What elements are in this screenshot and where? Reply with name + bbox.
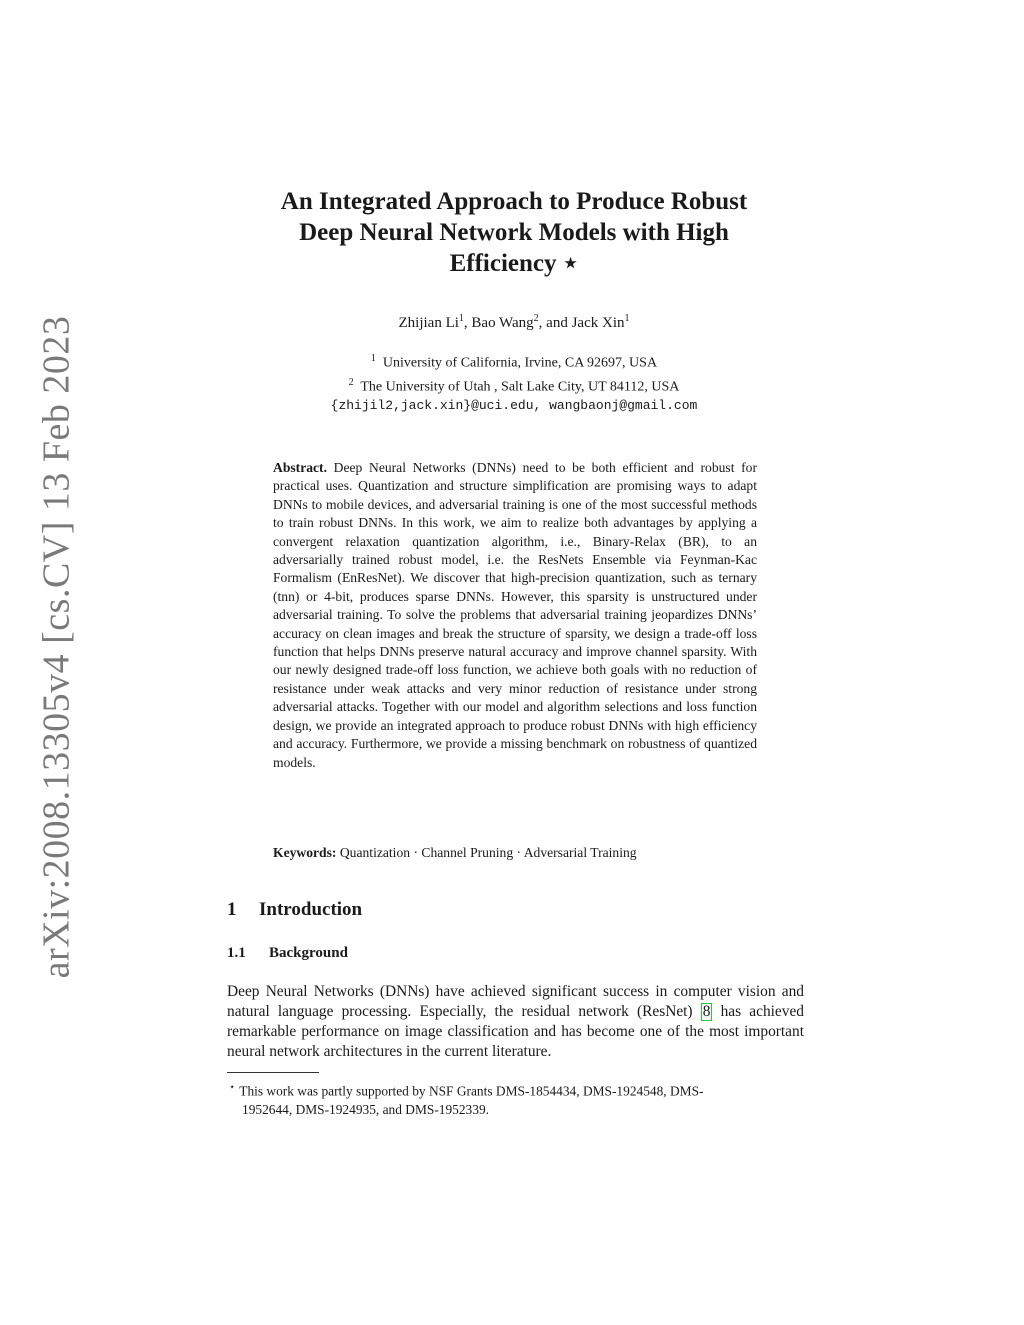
body-text-end: has achieved remarkable performance on image classification and has become one of the most important neural network architectures in the current literature. (227, 1003, 804, 1060)
author-name: Bao Wang (471, 315, 534, 331)
citation-link[interactable]: 8 (702, 1003, 711, 1020)
keywords-label: Keywords: (273, 845, 337, 860)
author-affil-mark: 1 (458, 313, 464, 324)
title-line-2: Deep Neural Network Models with High (299, 219, 729, 246)
affiliation-mark: 1 (370, 353, 376, 364)
affiliations (212, 349, 816, 415)
section-heading (227, 899, 362, 921)
keywords (273, 845, 757, 861)
email-line (212, 396, 816, 415)
section-title: Introduction (259, 899, 363, 920)
subsection-heading (227, 945, 348, 962)
affiliation-mark: 2 (348, 376, 354, 388)
footnote-line (227, 1100, 804, 1119)
affiliation-line (212, 373, 816, 397)
arxiv-identifier (28, 315, 84, 978)
affiliation-line (212, 349, 816, 373)
keywords-text: Quantization · Channel Pruning · Adversarial Training (339, 845, 637, 860)
footnote-text-1: This work was partly supported by NSF Grants DMS-1854434, DMS-1924548, DMS- (239, 1083, 704, 1099)
author-affil-mark: 1 (624, 313, 630, 324)
author-emails: {zhijil2,jack.xin}@uci.edu, wangbaonj@gmail.com (330, 398, 698, 414)
footnote-mark: ⋆ (229, 1082, 236, 1093)
footnote-line (227, 1078, 804, 1100)
abstract (273, 459, 757, 772)
affiliation-text: The University of Utah , Salt Lake City, UT 84112, USA (360, 379, 680, 395)
affiliation-text: University of California, Irvine, CA 92697, USA (382, 355, 658, 371)
author-name: Zhijian Li (398, 315, 459, 331)
arxiv-id-text: arXiv:2008.13305v4 [cs.CV] 13 Feb 2023 (35, 315, 77, 978)
subsection-title: Background (269, 945, 348, 961)
footnote-text-2: 1952644, DMS-1924935, and DMS-1952339. (242, 1102, 489, 1118)
title-line-3: Efficiency ⋆ (449, 250, 579, 277)
footnote (227, 1078, 804, 1119)
subsection-number: 1.1 (227, 945, 246, 961)
author-name: and Jack Xin (546, 315, 625, 331)
body-paragraph (227, 982, 804, 1062)
author-list: Zhijian Li$^1$, Bao Wang$^2$, and Jack Xin$^1$ (398, 313, 630, 331)
body-text-start: Deep Neural Networks (DNNs) have achieved significant success in computer vision and natural language processing. Especially, the residual network (ResNet) (227, 983, 804, 1020)
author-affil-mark: 2 (533, 313, 539, 324)
section-number: 1 (227, 899, 237, 920)
abstract-label: Abstract. (273, 460, 327, 475)
footnote-divider (227, 1072, 319, 1073)
paper-title (212, 186, 816, 279)
abstract-text: Deep Neural Networks (DNNs) need to be both efficient and robust for practical uses. Quantization and structure simplification are promising ways to adapt DNNs to mobile devices, and adversarial training is one of the most successful methods to train robust DNNs. In this work, we aim to realize both advantages by applying a convergent relaxation quantization algorithm, i.e., Binary-Relax (BR), to an adversarially trained robust model, i.e. the ResNets Ensemble via Feynman-Kac Formalism (EnResNet). We discover that high-precision quantization, such as ternary (tnn) or 4-bit, produces sparse DNNs. However, this sparsity is unstructured under adversarial training. To solve the problems that adversarial training jeopardizes DNNs’ accuracy on clean images and break the structure of sparsity, we design a trade-off loss function that helps DNNs preserve natural accuracy and improve channel sparsity. With our newly designed trade-off loss function, we achieve both goals with no reduction of resistance under weak attacks and very minor reduction of resistance under strong adversarial attacks. Together with our model and algorithm selections and loss function design, we provide an integrated approach to produce robust DNNs with high efficiency and accuracy. Furthermore, we provide a missing benchmark on robustness of quantized models. (273, 460, 757, 770)
title-line-1: An Integrated Approach to Produce Robust (280, 188, 748, 215)
